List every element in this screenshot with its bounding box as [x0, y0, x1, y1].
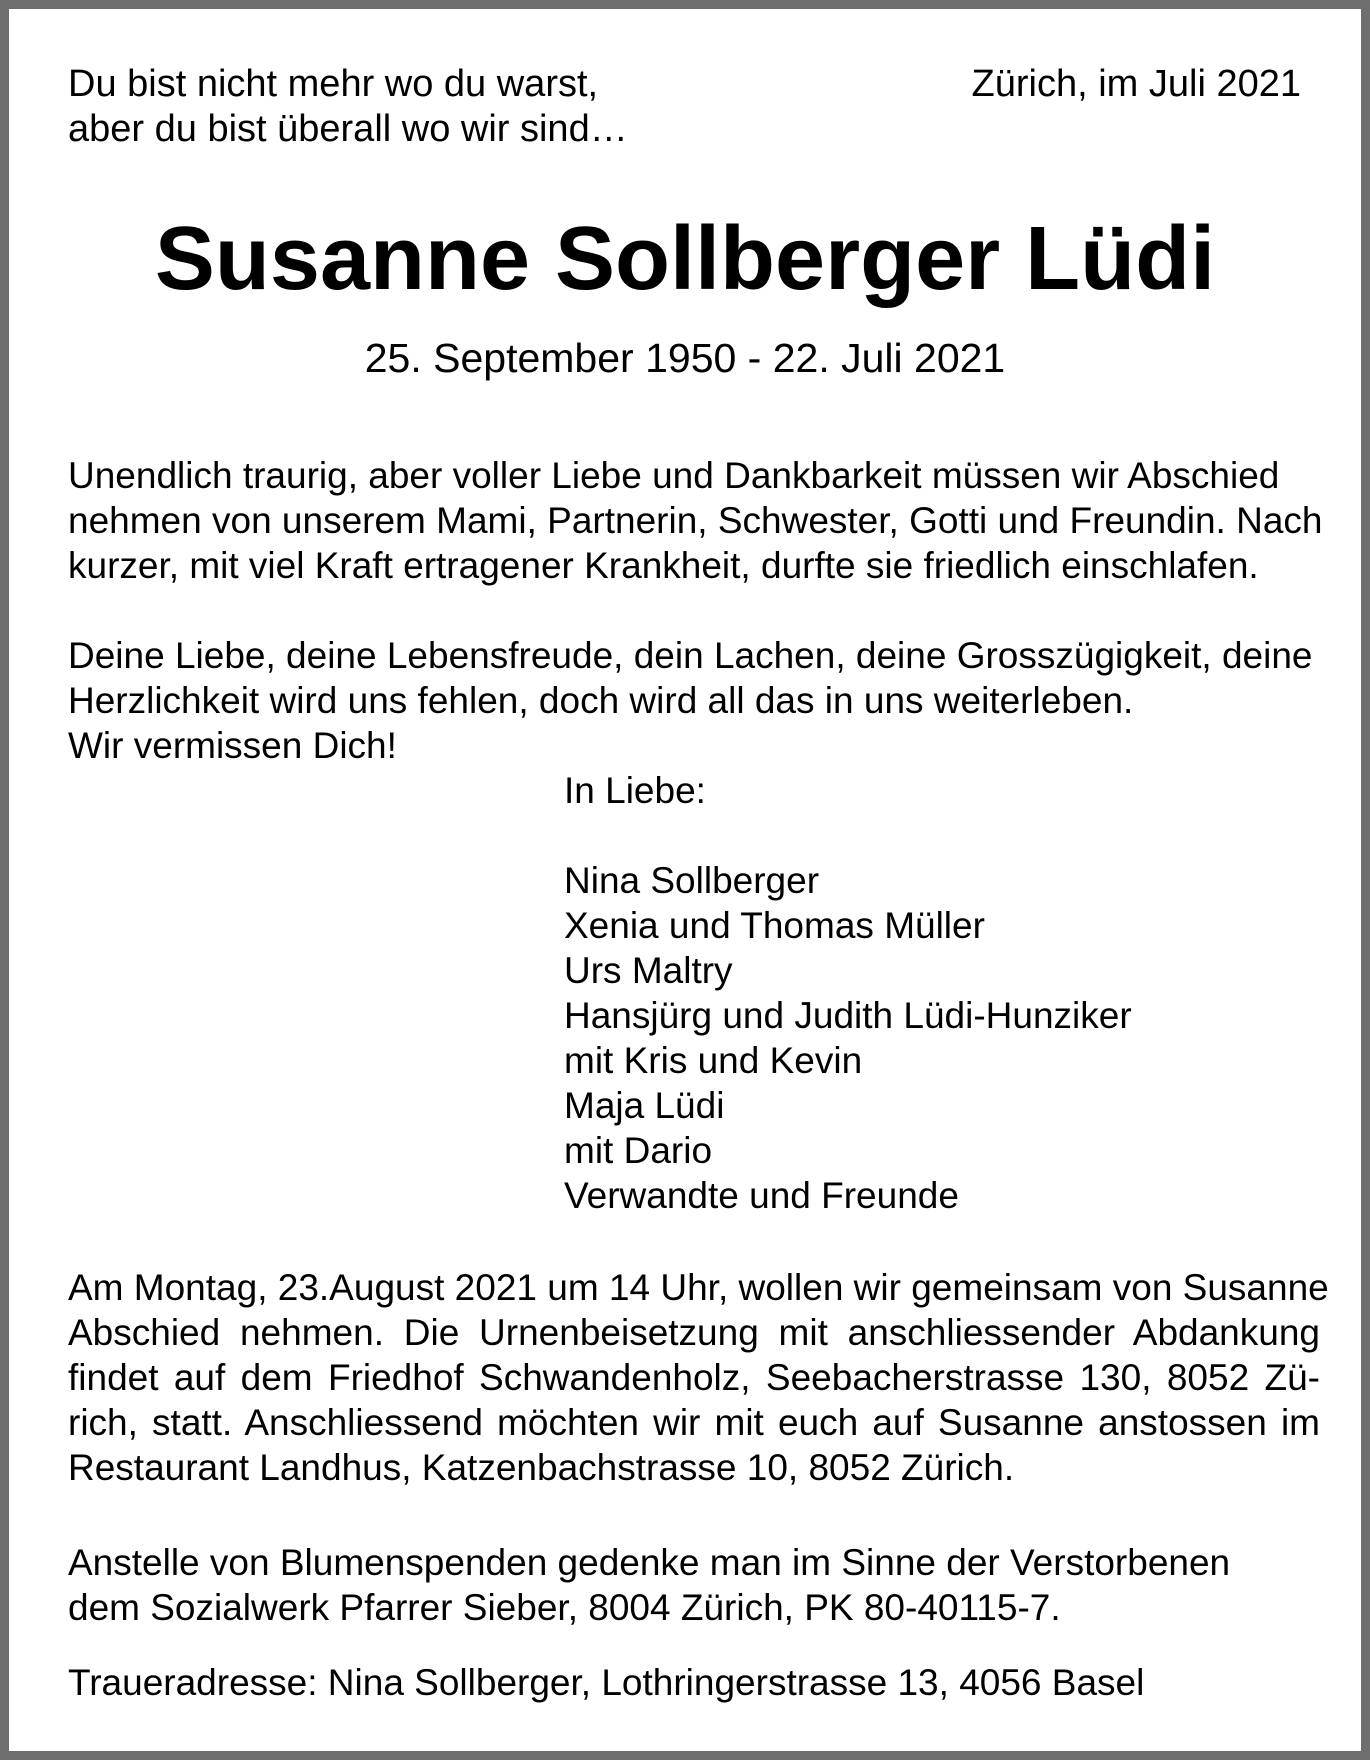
paragraph-line: Herzlichkeit wird uns fehlen, doch wird all das in uns weiterleben.	[68, 680, 1134, 721]
mourner-name: Nina Sollberger	[564, 860, 820, 901]
paragraph-line: dem Sozialwerk Pfarrer Sieber, 8004 Zürich, PK 80-40115-7.	[68, 1587, 1061, 1628]
mourner-name: Verwandte und Freunde	[564, 1175, 959, 1216]
mourner-name: Hansjürg und Judith Lüdi-Hunziker	[564, 995, 1132, 1036]
motto-line-1: Du bist nicht mehr wo du warst,	[68, 63, 599, 105]
donation-paragraph	[68, 1540, 1320, 1630]
paragraph-line: Unendlich traurig, aber voller Liebe und Dankbarkeit müssen wir Abschied	[68, 455, 1280, 496]
paragraph-line: Anstelle von Blumenspenden gedenke man im Sinne der Verstorbenen	[68, 1542, 1231, 1583]
motto-line-2: aber du bist überall wo wir sind…	[68, 108, 628, 150]
life-dates: 25. September 1950 - 22. Juli 2021	[364, 335, 1006, 381]
paragraph-line: Wir vermissen Dich!	[68, 725, 397, 766]
spacer	[564, 813, 1132, 858]
deceased-name: Susanne Sollberger Lüdi	[154, 209, 1216, 309]
mourner-name: mit Kris und Kevin	[564, 1040, 863, 1081]
mourners-heading: In Liebe:	[564, 770, 706, 811]
paragraph-tribute	[68, 633, 1320, 768]
paragraph-line: nehmen von unserem Mami, Partnerin, Schwester, Gotti und Freundin. Nach	[68, 500, 1323, 541]
mourner-name: Urs Maltry	[564, 950, 733, 991]
mourner-name: mit Dario	[564, 1130, 713, 1171]
paragraph-farewell	[68, 453, 1323, 588]
paragraph-line: Abschied nehmen. Die Urnenbeisetzung mit anschliessender Abdankung	[68, 1312, 1320, 1353]
mourner-name: Xenia und Thomas Müller	[564, 905, 985, 946]
paragraph-line: rich, statt. Anschliessend möchten wir mit euch auf Susanne anstossen im	[68, 1402, 1320, 1443]
motto	[68, 62, 628, 152]
place-date: Zürich, im Juli 2021	[971, 63, 1301, 105]
paragraph-line: Deine Liebe, deine Lebensfreude, dein Lachen, deine Grosszügigkeit, deine	[68, 635, 1313, 676]
paragraph-line: Am Montag, 23.August 2021 um 14 Uhr, wollen wir gemeinsam von Susanne	[68, 1267, 1329, 1308]
ceremony-paragraph	[68, 1265, 1329, 1490]
mourning-address	[68, 1660, 1320, 1705]
paragraph-line: findet auf dem Friedhof Schwandenholz, Seebacherstrasse 130, 8052 Zü-	[68, 1357, 1320, 1398]
address-line: Traueradresse: Nina Sollberger, Lothringerstrasse 13, 4056 Basel	[68, 1662, 1145, 1703]
mourners-list	[564, 768, 1132, 1218]
paragraph-line: Restaurant Landhus, Katzenbachstrasse 10, 8052 Zürich.	[68, 1447, 1015, 1488]
paragraph-line: kurzer, mit viel Kraft ertragener Krankheit, durfte sie friedlich einschlafen.	[68, 545, 1259, 586]
mourner-name: Maja Lüdi	[564, 1085, 725, 1126]
